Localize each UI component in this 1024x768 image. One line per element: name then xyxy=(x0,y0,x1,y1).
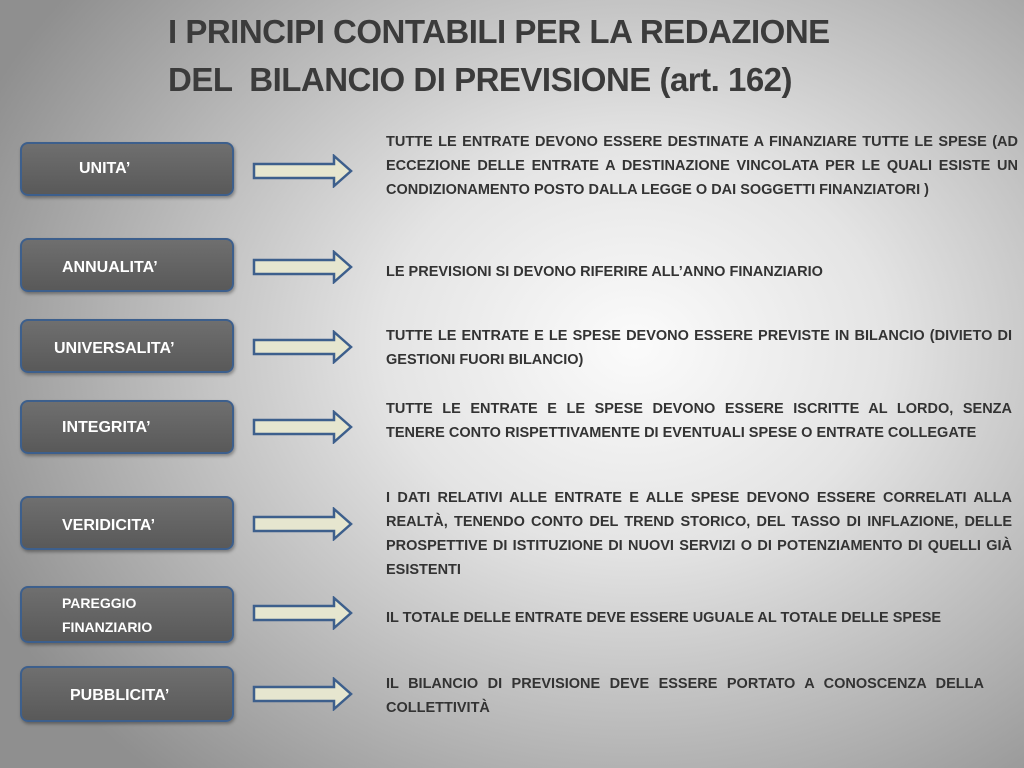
right-arrow-icon xyxy=(252,330,354,364)
principle-description: LE PREVISIONI SI DEVONO RIFERIRE ALL’ANNO FINANZIARIO xyxy=(386,264,823,280)
principle-box-integrita xyxy=(20,400,234,454)
right-arrow-icon xyxy=(252,507,354,541)
principle-box-universalita xyxy=(20,319,234,373)
principle-label: PUBBLICITA’ xyxy=(70,687,170,704)
principle-box-pubblicita xyxy=(20,666,234,722)
principle-description: I DATI RELATIVI ALLE ENTRATE E ALLE SPESE DEVONO ESSERE CORRELATI ALLA REALTÀ, TENENDO CONTO DEL TREND STORICO, DEL TASSO DI INFLAZIONE, DELLE PROSPETTIVE DI ISTITUZIONE DI NUOVI SERVIZI O DI POTENZIAMENTO DI QUELLI GIÀ ESISTENTI xyxy=(386,490,1012,578)
principle-label: ANNUALITA’ xyxy=(62,259,158,276)
principle-label: VERIDICITA’ xyxy=(62,517,156,534)
slide-title xyxy=(168,8,928,104)
principle-description: IL TOTALE DELLE ENTRATE DEVE ESSERE UGUALE AL TOTALE DELLE SPESE xyxy=(386,610,942,626)
principle-box-veridicita xyxy=(20,496,234,550)
slide-title-line1: I PRINCIPI CONTABILI PER LA REDAZIONE xyxy=(168,13,830,50)
principle-description: TUTTE LE ENTRATE E LE SPESE DEVONO ESSERE PREVISTE IN BILANCIO (DIVIETO DI GESTIONI FUORI BILANCIO) xyxy=(386,328,1012,368)
principle-box-pareggio-finanziario xyxy=(20,586,234,643)
principle-description: TUTTE LE ENTRATE E LE SPESE DEVONO ESSERE ISCRITTE AL LORDO, SENZA TENERE CONTO RISPETTIVAMENTE DI EVENTUALI SPESE O ENTRATE COLLEGATE xyxy=(386,401,1012,441)
slide-title-line2: DEL BILANCIO DI PREVISIONE (art. 162) xyxy=(168,61,793,98)
principle-box-annualita xyxy=(20,238,234,292)
principle-label: UNIVERSALITA’ xyxy=(54,340,175,357)
right-arrow-icon xyxy=(252,677,354,711)
principle-label: UNITA’ xyxy=(79,160,131,177)
right-arrow-icon xyxy=(252,250,354,284)
principle-description: IL BILANCIO DI PREVISIONE DEVE ESSERE PORTATO A CONOSCENZA DELLA COLLETTIVITÀ xyxy=(386,676,984,716)
right-arrow-icon xyxy=(252,154,354,188)
principle-description: TUTTE LE ENTRATE DEVONO ESSERE DESTINATE A FINANZIARE TUTTE LE SPESE (AD ECCEZIONE DELLE ENTRATE A DESTINAZIONE VINCOLATA PER LE QUALI ESISTE UN CONDIZIONAMENTO POSTO DALLA LEGGE O DAI SOGGETTI FINANZIATORI ) xyxy=(386,134,1018,198)
right-arrow-icon xyxy=(252,596,354,630)
principle-label-line2: FINANZIARIO xyxy=(62,619,153,635)
principle-box-unita xyxy=(20,142,234,196)
principle-label: INTEGRITA’ xyxy=(62,419,151,436)
principle-label-line1: PAREGGIO xyxy=(62,595,137,611)
right-arrow-icon xyxy=(252,410,354,444)
